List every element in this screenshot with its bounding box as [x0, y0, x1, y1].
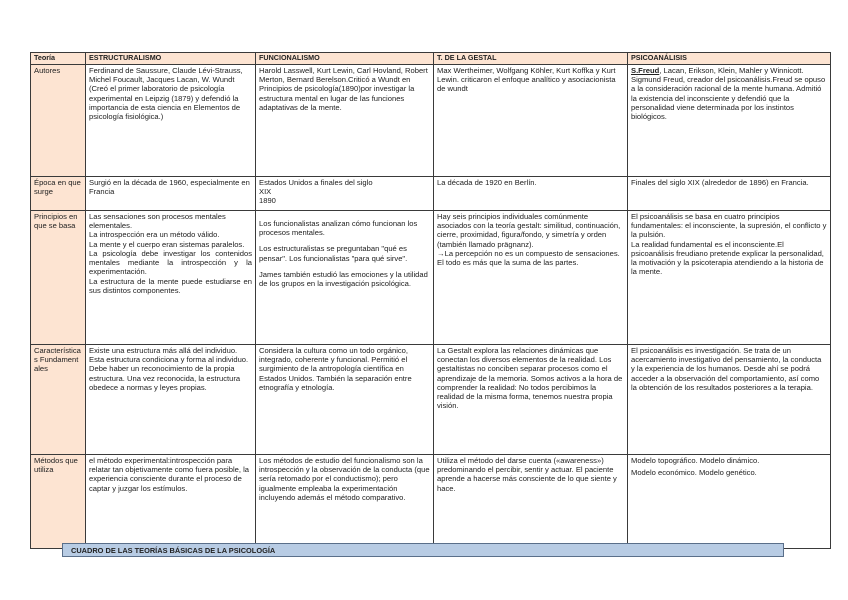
- cell-metodos-gestalt: [434, 454, 628, 548]
- cell-caracteristicas-psicoanalisis: [628, 344, 831, 454]
- cell-text: Sigmund Freud, creador del psicoanálisis.Freud se opuso a la consideración racional de la mente humana. Admitió la existencia del inconsciente y defendió que la personalidad viene determinada por los instintos biológicos.: [631, 75, 826, 122]
- cell-text: El psicoanálisis se basa en cuatro principios fundamentales: el inconsciente, la supresión, el conflicto y la pulsión.: [631, 211, 827, 240]
- cell-text: La Gestalt explora las relaciones dinámicas que conectan los diversos elementos de la realidad. Los gestaltistas no conciben separar procesos como el aprendizaje de la memoria. Somos activos a la hora de comprender la realidad: No todos percibimos la realidad de la misma forma, tenemos nuestra propia visión.: [437, 345, 623, 411]
- row-principios: [31, 210, 831, 344]
- header-psicoanalisis: PSICOANÁLISIS: [628, 53, 831, 65]
- cell-principios-funcionalismo: [256, 210, 434, 344]
- spacer: [259, 263, 430, 270]
- cell-text: La mente y el cuerpo eran sistemas paralelos.: [89, 239, 245, 249]
- cell-epoca-psicoanalisis: [628, 176, 831, 210]
- row-metodos: [31, 454, 831, 548]
- cell-text: Harold Lasswell, Kurt Lewin, Carl Hovland, Robert Merton, Bernard Berelson.Criticó a Wundt en Principios de psicología(1890)por investigar la estructura mental en lugar de las funciones adaptativas de la mente.: [259, 65, 428, 112]
- cell-metodos-funcionalismo: [256, 454, 434, 548]
- theories-table: [30, 52, 831, 549]
- cell-text: La introspección era un método válido.: [89, 230, 220, 240]
- cell-autores-psicoanalisis: [628, 64, 831, 176]
- cell-text: →La percepción no es un compuesto de sensaciones. El todo es más que la suma de las partes.: [437, 248, 620, 268]
- cell-text: Existe una estructura más allá del individuo. Esta estructura condiciona y forma al individuo. Debe haber un reconocimiento de la propia estructura. Una vez reconocida, la estructura obedece a normas y leyes propias.: [89, 345, 249, 392]
- cell-text: Ferdinand de Saussure, Claude Lévi-Strauss, Michel Foucault, Jacques Lacan, W. Wundt (Creó el primer laboratorio de psicología experimental en Leipzig (1879) y defendió la importancia de esta ciencia en Elementos de psicología fisiológica.): [89, 65, 243, 122]
- cell-text: Los métodos de estudio del funcionalismo son la introspección y la observación de la conducta (que sería retomado por el conductismo); pero igualmente empleaba la experimentación incluyendo además el método comparativo.: [259, 455, 430, 502]
- cell-metodos-estructuralismo: [86, 454, 256, 548]
- cell-text: Surgió en la década de 1960, especialmente en Francia: [89, 177, 250, 197]
- row-label-autores: Autores: [31, 64, 86, 176]
- cell-text: Modelo económico. Modelo genético.: [631, 468, 757, 478]
- cell-text: La década de 1920 en Berlín.: [437, 177, 537, 187]
- cell-text: Estados Unidos a finales del siglo: [259, 177, 373, 187]
- cell-text: Modelo topográfico. Modelo dinámico.: [631, 455, 760, 465]
- cell-text: XIX: [259, 187, 272, 197]
- cell-text: James también estudió las emociones y la utilidad de los grupos en la investigación psicológica.: [259, 269, 428, 289]
- row-label-metodos: Métodos que utiliza: [31, 454, 86, 548]
- cell-text: La realidad fundamental es el inconsciente.El psicoanálisis freudiano pretende explicar la personalidad, la motivación y la psicoterapia atendiendo a la historia de la mente.: [631, 239, 824, 277]
- row-caracteristicas: [31, 344, 831, 454]
- cell-caracteristicas-funcionalismo: [256, 344, 434, 454]
- cell-autores-estructuralismo: [86, 64, 256, 176]
- cell-epoca-funcionalismo: [256, 176, 434, 210]
- cell-text: Max Wertheimer, Wolfgang Köhler, Kurt Koffka y Kurt Lewin. criticaron el enfoque analítico y asociacionista de wundt: [437, 65, 616, 94]
- cell-text: Las sensaciones son procesos mentales elementales.: [89, 211, 226, 231]
- table-caption: CUADRO DE LAS TEORÍAS BÁSICAS DE LA PSICOLOGÍA: [62, 543, 784, 557]
- cell-text: Hay seis principios individuales comúnmente asociados con la teoría gestalt: similitud, continuación, cierre, proximidad, figura/fondo, y simetría y orden (también llamado prägnanz).: [437, 211, 621, 249]
- row-epoca: [31, 176, 831, 210]
- header-estructuralismo: ESTRUCTURALISMO: [86, 53, 256, 65]
- cell-text: Los estructuralistas se preguntaban "qué es pensar". Los funcionalistas "para qué sirve".: [259, 244, 408, 263]
- cell-text: Considera la cultura como un todo orgánico, integrado, coherente y funcional. Permitió el surgimiento de la antropología científica en Estados Unidos. También la separación entre etnografía y etnología.: [259, 345, 412, 392]
- header-row: [31, 53, 831, 65]
- cell-text: Finales del siglo XIX (alrededor de 1896) en Francia.: [631, 177, 809, 187]
- cell-principios-psicoanalisis: [628, 210, 831, 344]
- cell-autores-gestalt: [434, 64, 628, 176]
- cell-text: El psicoanálisis es investigación. Se trata de un acercamiento investigativo del pensamiento, la conducta y la experiencia de los humanos. Desde ahí se podrá acceder a la observación del comportamiento, así como la obtención de los resultados posteriores a la terapia.: [631, 345, 822, 392]
- row-autores: [31, 64, 831, 176]
- freud-name: S.Freud: [631, 65, 660, 75]
- cell-text: Utiliza el método del darse cuenta («awareness») predominando el percibir, sentir y actuar. El paciente aprende a hacerse más consciente de lo que siente y hace.: [437, 455, 617, 493]
- header-funcionalismo: FUNCIONALISMO: [256, 53, 434, 65]
- cell-text: La psicología debe investigar los contenidos mentales mediante la introspección y la experimentación.: [89, 248, 252, 277]
- spacer: [259, 212, 430, 219]
- cell-text: 1890: [259, 196, 276, 206]
- header-gestalt: T. DE LA GESTAL: [434, 53, 628, 65]
- cell-epoca-estructuralismo: [86, 176, 256, 210]
- cell-metodos-psicoanalisis: [628, 454, 831, 548]
- row-label-caracteristicas: Características Fundamentales: [31, 344, 86, 454]
- cell-text: La estructura de la mente puede estudiarse en sus distintos componentes.: [89, 276, 252, 295]
- spacer: [259, 237, 430, 244]
- row-label-epoca: Época en que surge: [31, 176, 86, 210]
- row-label-principios: Principios en que se basa: [31, 210, 86, 344]
- header-teoria: Teoría: [31, 53, 86, 65]
- cell-caracteristicas-gestalt: [434, 344, 628, 454]
- cell-text: Los funcionalistas analizan cómo funcionan los procesos mentales.: [259, 218, 418, 238]
- cell-text: [631, 66, 827, 75]
- cell-text: el método experimental:introspección para relatar tan objetivamente como fuera posible, la experiencia consciente durante el proceso de captar y juzgar los estímulos.: [89, 455, 249, 493]
- authors-rest: , Lacan, Erikson, Klein, Mahler y Winnicott.: [659, 65, 804, 75]
- cell-epoca-gestalt: [434, 176, 628, 210]
- cell-autores-funcionalismo: [256, 64, 434, 176]
- cell-caracteristicas-estructuralismo: [86, 344, 256, 454]
- cell-principios-estructuralismo: [86, 210, 256, 344]
- cell-principios-gestalt: [434, 210, 628, 344]
